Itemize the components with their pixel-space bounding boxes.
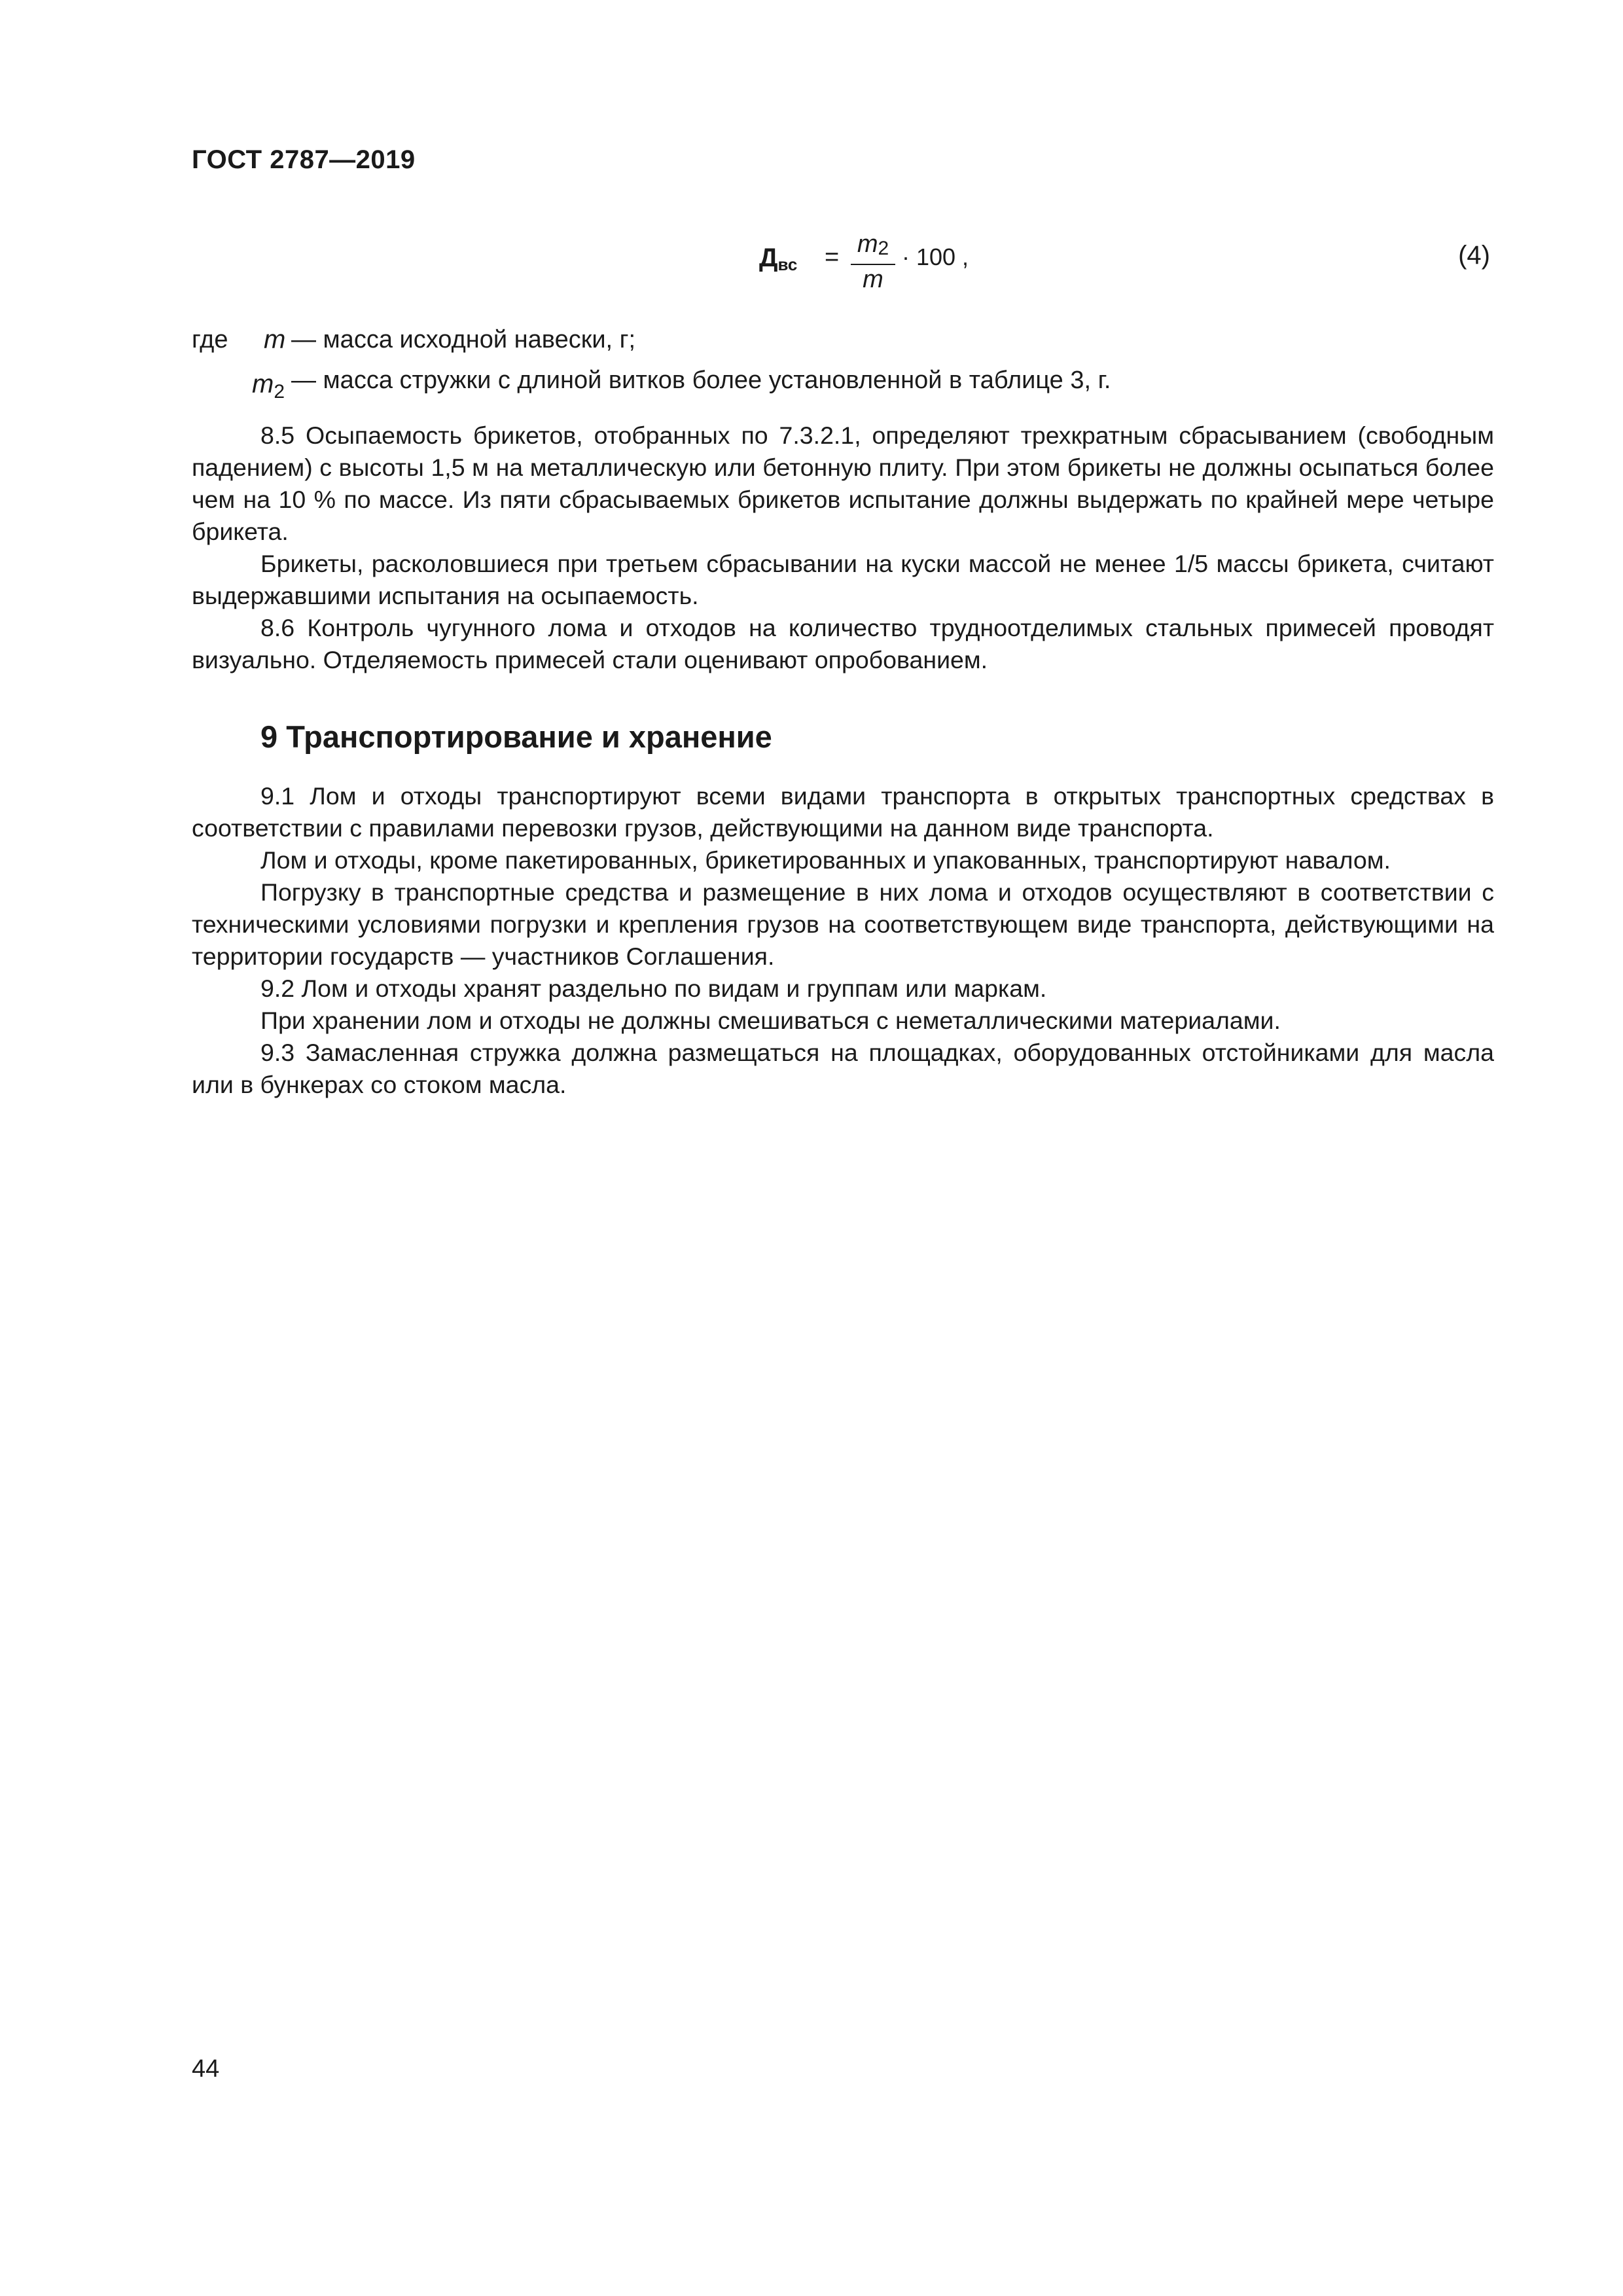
where-symbol-2-sub: 2 — [274, 381, 285, 403]
formula-numerator-symbol: m — [857, 230, 878, 258]
formula-numerator-sub: 2 — [878, 238, 889, 259]
formula-denominator: m — [863, 266, 883, 293]
fraction-bar — [851, 264, 895, 265]
paragraph-9-2-storage: При хранении лом и отходы не должны смешиваться с неметаллическими материалами. — [260, 1007, 1281, 1034]
where-row-1 — [192, 319, 1494, 360]
formula-lhs-main: Д — [759, 243, 778, 272]
paragraph-9-3: 9.3 Замасленная стружка должна размещаться на площадках, оборудованных отстойниками для масла или в бункерах со стоком масла. — [192, 1039, 1494, 1098]
page-number: 44 — [192, 2055, 220, 2083]
where-description-2: — масса стружки с длиной витков более установленной в таблице 3, г. — [291, 367, 1111, 394]
where-block — [192, 319, 1494, 401]
paragraph-9-1: 9.1 Лом и отходы транспортируют всеми видами транспорта в открытых транспортных средствах в соответствии с правилами перевозки грузов, действующими на данном виде транспорта. — [192, 782, 1494, 842]
paragraph-8-6: 8.6 Контроль чугунного лома и отходов на количество трудноотделимых стальных примесей проводят визуально. Отделяемость примесей стали оценивают опробованием. — [192, 614, 1494, 673]
section-8-text — [192, 420, 1494, 676]
formula-lhs — [759, 243, 797, 275]
formula-fraction — [851, 230, 895, 293]
paragraph-9-1-bulk: Лом и отходы, кроме пакетированных, брикетированных и упакованных, транспортируют навалом. — [260, 846, 1391, 874]
formula-numerator — [851, 230, 895, 262]
section-9-title: 9 Транспортирование и хранение — [260, 719, 772, 754]
where-row-2 — [192, 360, 1494, 401]
where-symbol-2-main: m — [252, 370, 274, 399]
where-lead: где — [192, 326, 228, 353]
section-9-text — [192, 780, 1494, 1101]
paragraph-8-5: 8.5 Осыпаемость брикетов, отобранных по 7.3.2.1, определяют трехкратным сбрасыванием (свободным падением) с высоты 1,5 м на металлическую или бетонную плиту. При этом брикеты не должны осыпаться более чем на 10 % по массе. Из пяти сбрасываемых брикетов испытание должны выдержать по крайней мере четыре брикета. — [192, 422, 1494, 545]
formula-multiplier: · 100 , — [902, 243, 969, 270]
formula-lhs-sub: вс — [777, 255, 798, 274]
paragraph-8-5-briquettes: Брикеты, расколовшиеся при третьем сбрасывании на куски массой не менее 1/5 массы брикета, считают выдержавшими испытания на осыпаемость. — [192, 550, 1494, 609]
formula-equals: = — [825, 243, 840, 271]
document-code: ГОСТ 2787—2019 — [192, 145, 416, 174]
where-symbol-1: m — [264, 325, 286, 354]
paragraph-9-1-loading: Погрузку в транспортные средства и размещение в них лома и отходов осуществляют в соответствии с техническими условиями погрузки и крепления грузов на соответствующем виде транспорта, действующими на территории государств — участников Соглашения. — [192, 878, 1494, 970]
paragraph-9-2: 9.2 Лом и отходы хранят раздельно по видам и группам или маркам. — [260, 975, 1047, 1002]
formula-number: (4) — [1458, 241, 1490, 270]
where-symbol-2 — [252, 364, 285, 412]
where-description-1: — масса исходной навески, г; — [291, 326, 636, 353]
